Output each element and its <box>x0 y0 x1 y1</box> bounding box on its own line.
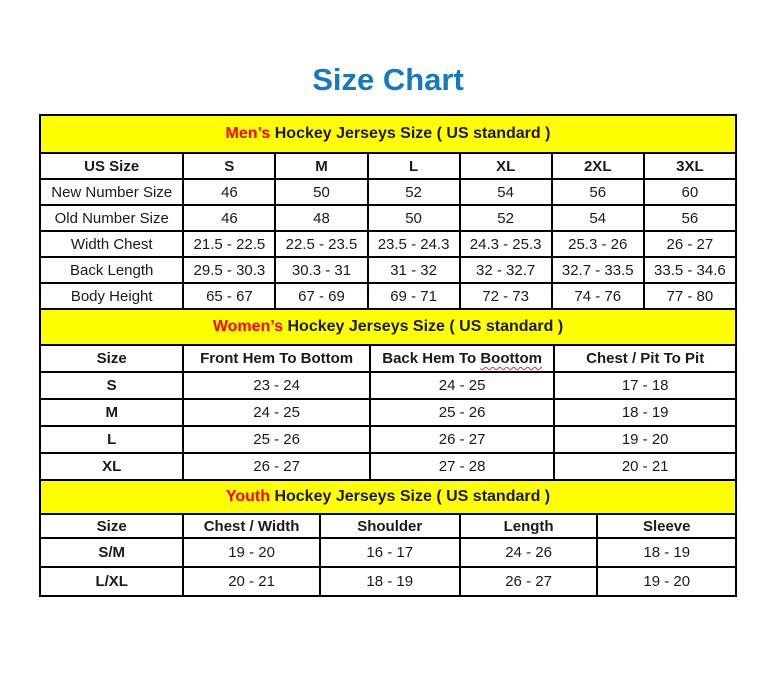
womens-band-label: Hockey Jerseys Size ( US standard ) <box>287 318 564 335</box>
table-cell: 31 - 32 <box>368 257 460 283</box>
table-cell: 18 - 19 <box>554 399 736 426</box>
table-cell: 25 - 26 <box>183 426 370 453</box>
table-cell: 74 - 76 <box>552 283 644 309</box>
table-row <box>40 345 736 372</box>
table-cell: 60 <box>644 179 736 205</box>
table-cell: 23 - 24 <box>183 372 370 399</box>
row-header: L/XL <box>40 567 183 596</box>
mens-band-label: Hockey Jerseys Size ( US standard ) <box>274 125 551 142</box>
table-cell: 20 - 21 <box>554 453 736 480</box>
table-cell: 16 - 17 <box>320 538 460 567</box>
womens-highlight-label: Women’s <box>212 318 284 335</box>
column-header: Sleeve <box>597 514 736 538</box>
column-header: M <box>275 153 367 179</box>
youth-band-row <box>40 480 736 514</box>
column-header: Length <box>460 514 598 538</box>
size-chart-page <box>39 0 737 597</box>
table-cell: 25.3 - 26 <box>552 231 644 257</box>
table-cell: 29.5 - 30.3 <box>183 257 275 283</box>
table-cell: 24 - 26 <box>460 538 598 567</box>
table-row <box>40 372 736 399</box>
table-row <box>40 179 736 205</box>
column-header: XL <box>460 153 552 179</box>
table-cell: 54 <box>460 179 552 205</box>
table-cell: 52 <box>460 205 552 231</box>
mens-band-row <box>40 115 736 153</box>
youth-size-table <box>39 479 737 597</box>
table-cell: 26 - 27 <box>460 567 598 596</box>
column-header-misspelled <box>370 345 554 372</box>
column-header: Front Hem To Bottom <box>183 345 370 372</box>
table-row <box>40 426 736 453</box>
table-cell: 46 <box>183 179 275 205</box>
column-header: Chest / Width <box>183 514 319 538</box>
table-cell: 72 - 73 <box>460 283 552 309</box>
column-header: 2XL <box>552 153 644 179</box>
row-header: S <box>40 372 183 399</box>
table-row <box>40 231 736 257</box>
table-cell: 50 <box>275 179 367 205</box>
page-title: Size Chart <box>312 62 464 97</box>
table-row <box>40 399 736 426</box>
row-header: XL <box>40 453 183 480</box>
womens-section-header-band <box>40 309 736 345</box>
table-cell: 56 <box>552 179 644 205</box>
table-cell: 46 <box>183 205 275 231</box>
table-cell: 24.3 - 25.3 <box>460 231 552 257</box>
table-cell: 26 - 27 <box>644 231 736 257</box>
table-row <box>40 257 736 283</box>
table-cell: 25 - 26 <box>370 399 554 426</box>
table-cell: 52 <box>368 179 460 205</box>
column-header: 3XL <box>644 153 736 179</box>
table-cell: 48 <box>275 205 367 231</box>
column-header: US Size <box>40 153 183 179</box>
mens-size-table <box>39 114 737 310</box>
row-header: New Number Size <box>40 179 183 205</box>
column-header-text: Back Hem To <box>382 350 477 367</box>
youth-band-label: Hockey Jerseys Size ( US standard ) <box>274 488 551 505</box>
table-cell: 21.5 - 22.5 <box>183 231 275 257</box>
table-cell: 26 - 27 <box>370 426 554 453</box>
column-header: Size <box>40 514 183 538</box>
table-row <box>40 283 736 309</box>
table-cell: 30.3 - 31 <box>275 257 367 283</box>
table-cell: 18 - 19 <box>597 538 736 567</box>
table-row <box>40 514 736 538</box>
row-header: Body Height <box>40 283 183 309</box>
table-cell: 65 - 67 <box>183 283 275 309</box>
table-cell: 32.7 - 33.5 <box>552 257 644 283</box>
table-row <box>40 567 736 596</box>
table-row <box>40 153 736 179</box>
table-cell: 77 - 80 <box>644 283 736 309</box>
row-header: M <box>40 399 183 426</box>
table-cell: 24 - 25 <box>370 372 554 399</box>
mens-section-header-band <box>40 115 736 153</box>
table-cell: 54 <box>552 205 644 231</box>
mens-highlight-label: Men’s <box>225 125 271 142</box>
table-cell: 69 - 71 <box>368 283 460 309</box>
table-row <box>40 538 736 567</box>
table-row <box>40 453 736 480</box>
column-header: S <box>183 153 275 179</box>
row-header: Width Chest <box>40 231 183 257</box>
table-cell: 26 - 27 <box>183 453 370 480</box>
table-cell: 32 - 32.7 <box>460 257 552 283</box>
table-row <box>40 205 736 231</box>
column-header: L <box>368 153 460 179</box>
table-cell: 67 - 69 <box>275 283 367 309</box>
table-cell: 50 <box>368 205 460 231</box>
table-cell: 20 - 21 <box>183 567 319 596</box>
table-cell: 33.5 - 34.6 <box>644 257 736 283</box>
womens-band-row <box>40 309 736 345</box>
row-header: Back Length <box>40 257 183 283</box>
table-cell: 27 - 28 <box>370 453 554 480</box>
table-cell: 19 - 20 <box>554 426 736 453</box>
youth-section-header-band <box>40 480 736 514</box>
table-cell: 19 - 20 <box>183 538 319 567</box>
row-header: S/M <box>40 538 183 567</box>
row-header: L <box>40 426 183 453</box>
table-cell: 23.5 - 24.3 <box>368 231 460 257</box>
column-header: Size <box>40 345 183 372</box>
table-cell: 22.5 - 23.5 <box>275 231 367 257</box>
row-header: Old Number Size <box>40 205 183 231</box>
column-header: Shoulder <box>320 514 460 538</box>
table-cell: 17 - 18 <box>554 372 736 399</box>
womens-size-table <box>39 308 737 481</box>
misspelled-word-squiggle: Boottom <box>480 350 542 367</box>
table-cell: 24 - 25 <box>183 399 370 426</box>
youth-highlight-label: Youth <box>225 488 270 505</box>
table-cell: 19 - 20 <box>597 567 736 596</box>
column-header: Chest / Pit To Pit <box>554 345 736 372</box>
table-cell: 18 - 19 <box>320 567 460 596</box>
table-cell: 56 <box>644 205 736 231</box>
